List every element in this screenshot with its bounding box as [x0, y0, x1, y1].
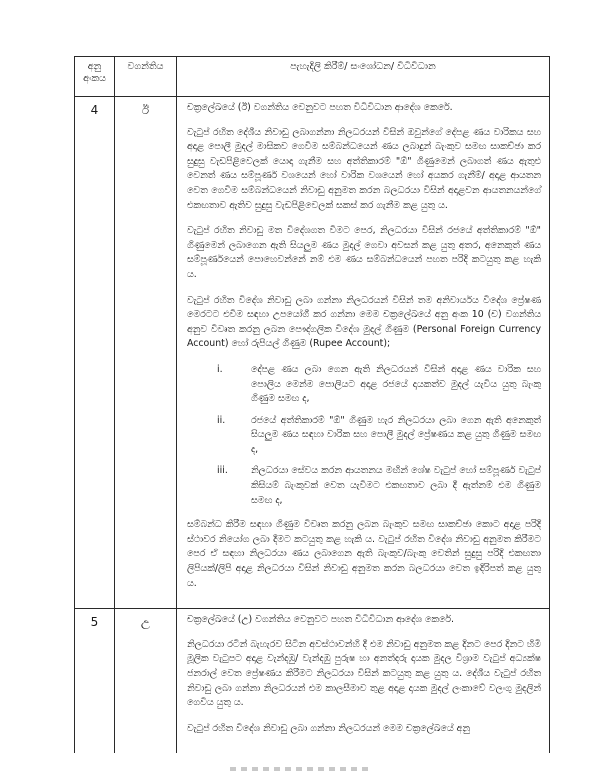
table-row: [75, 609, 550, 754]
list-item: [217, 464, 541, 508]
list-item: [217, 363, 541, 407]
table-header-row: [75, 57, 550, 97]
paragraph: චක්‍රලේඛයේ (ඊ) වගන්තිය වෙනුවට පහත විධිවිධාන ආදේශ කෙරේ.: [187, 102, 453, 113]
list-text: රජයේ අත්තිකාරම් "ඕ" ගිණුම හැර නිලධරයා ලබා ගෙන ඇති අනෙකුත් සියලුම ණය සඳහා වාරික සහ පොලී මුදල් ප්‍රේෂණය කළ යුතු ගිණුම සමඟ ද,: [251, 414, 541, 455]
list-numeral: ii.: [217, 414, 226, 426]
paragraph: නිලධරයා රටින් බැහැරව සිටින අවස්ථාවන්හි දී එම නිවාඩු අනුමත කළ දිනට පෙර දිනට හිමි මූලික වැටුපට අදාළ වැන්දඹු/ වැන්දඹු පුරුෂ හා අනත්දරු දායක මුදල විශ්‍රාම වැටුප් අධ්‍යක්ෂ ජනරාල් වෙත ප්‍රේෂණය කිරීමට නිලධරයා විසින් කටයුතු කළ යුතු ය. දේශීය වැටුප් රහිත නිවාඩු ලබා ගන්නා නිලධරයන් එම කාලසීමාව තුළ අදාළ දායක මුදල් ලංකාවේ වලංගු මුදලින් ගෙවිය යුතු ය.: [187, 638, 541, 709]
paragraph: චක්‍රලේඛයේ (උ) වගන්තිය වෙනුවට පහත විධිවිධාන ආදේශ කෙරේ.: [187, 614, 455, 626]
row-number: 4: [75, 97, 115, 609]
paragraph: වැටුප් රහිත විදේශ නිවාඩු ලබා ගන්නා නිලධරයන් විසින් තම අනිවාර්යය විදේශ ප්‍රේෂණ මෙරටට එවීම සඳහා උපයෝගී කර ගන්නා මෙම චක්‍රලේඛයේ අනු අංක 10 (ච) වගන්තිය අනුව විවෘත කරනු ලබන පෞද්ගලික විදේශ මුදල් ගිණුම (Personal Foreign Currency Account) හෝ රුපියල් ගිණුම (Rupee Account);: [187, 294, 541, 350]
page-footer-mark: [230, 767, 370, 771]
list-numeral: iii.: [217, 465, 228, 477]
header-serial-number: අනු අංකය: [75, 57, 115, 97]
list-text: දේපළ ණය ලබා ගෙන ඇති නිලධරයන් විසින් අදාළ ණය වාරික සහ පොලිය මෙන්ම පොලියට අදාළ රජයේ දායකත්ව මුදල් යැවිය යුතු බැංකු ගිණුම සමඟ ද,: [251, 363, 541, 405]
paragraph: සම්බන්ධ කිරීම සඳහා ගිණුම විවෘත කරනු ලබන බැංකුව සමඟ සාකච්ඡා කොට අදාළ පරිදි ස්ථාවර නියෝග ලබා දීමට කටයුතු කළ හැකි ය. වැටුප් රහිත විදේශ නිවාඩු අනුමත කිරීමට පෙර ඒ සඳහා නිලධරයා ණය ලබාගෙන ඇති බැංකුව/බැංකු වෙතින් සුදුසු පරිදි එකඟතා ලිපියක්/ලිපි අදාළ නිලධරයා විසින් නිවාඩු අනුමත කරන බලධරයා වෙත ඉදිරිපත් කළ යුතු ය.: [187, 519, 541, 589]
row-content: [177, 609, 550, 754]
row-number: 5: [75, 609, 115, 754]
header-section: වගන්තිය: [115, 57, 177, 97]
table-row: [75, 97, 550, 609]
row-section: උ: [115, 609, 177, 754]
row-content: [177, 97, 550, 609]
amendments-table: [74, 56, 550, 753]
list-item: [217, 414, 541, 458]
list-text: නිලධරයා සේවය කරන ආයතනය මඟින් ශේෂ වැටුප් හෝ සම්පූර්ණ වැටුප් කිසියම් බැංකුවක් වෙත යැවීමට එකඟතාව ලබා දී ඇත්නම් එම ගිණුම සමඟ ද,: [251, 465, 541, 506]
list-numeral: i.: [217, 363, 223, 375]
paragraph: වැටුප් රහිත දේශීය නිවාඩු ලබාගන්නා නිලධරයන් විසින් ඔවුන්ගේ දේපළ ණය වාරිකය සහ අදාළ පොලී මුදල් මාසිකව ගෙවීම සම්බන්ධයෙන් ණය ලබාදුන් බැංකුව සමඟ සාකච්ඡා කර සුදුසු වැඩපිළිවෙලක් යොදා ගැනීම සහ අත්තිකාරම් "ඕ" ගිණුමෙන් ලබාගත් ණය ඇතුළු වෙනත් ණය සම්පූර්ණ වශයෙන් හෝ වාරික වශයෙන් හෝ අයකර ගැනීම්/ අදාළ ආයතන වෙත ගෙවීම සම්බන්ධයෙන් නිවාඩු අනුමත කරන බලධරයා විසින් අදාළවන ආයතනයන්ගේ එකඟතාව ඇතිව සුදුසු වැඩපිළිවෙලක් සකස් කර ගැනීම කළ යුතු ය.: [187, 126, 541, 211]
header-description: පැහැදිලි කිරීම්/ සංශෝධන/ විධිවිධාන: [177, 57, 550, 97]
roman-list: [187, 363, 541, 508]
row-section: ඊ: [115, 97, 177, 609]
paragraph: වැටුප් රහිත නිවාඩු මත විදේශගත වීමට පෙර, නිලධරයා විසින් රජයේ අත්තිකාරම් "ඕ" ගිණුමෙන් ලබාගෙන ඇති සියලුම ණය මුදල් ගෙවා අවසන් කළ යුතු අතර, අනෙකුත් ණය සම්පූර්ණයෙන් පොහෙවන්නේ නම් එම ණය සම්බන්ධයෙන් පහත පරිදි කටයුතු කළ හැකි ය.: [187, 225, 541, 280]
paragraph: වැටුප් රහිත විදේශ නිවාඩු ලබා ගන්නා නිලධරයන් මෙම චක්‍රලේඛයේ අනු: [187, 722, 470, 734]
